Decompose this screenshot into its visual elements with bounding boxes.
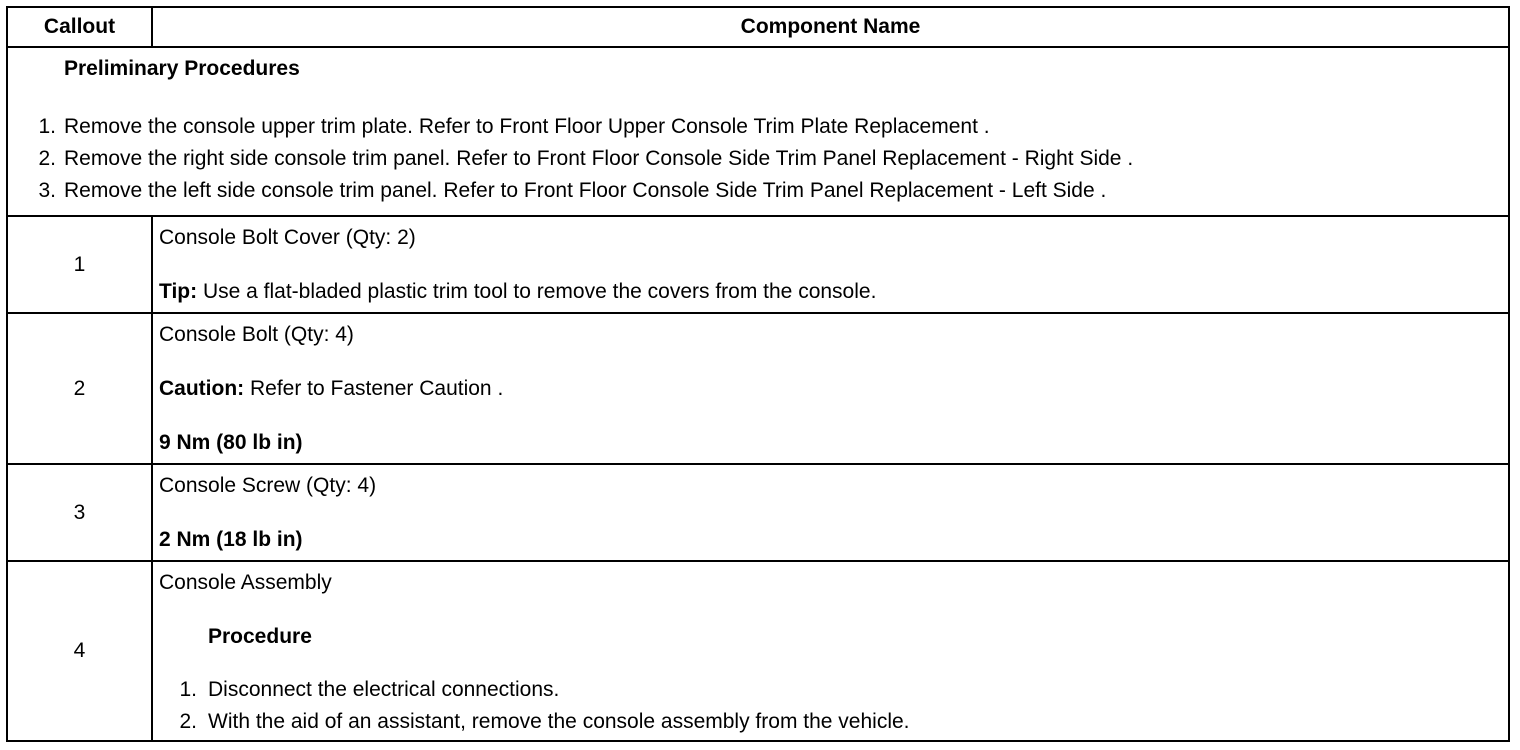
- preliminary-step: [28, 111, 1508, 143]
- component-cell: [152, 464, 1509, 561]
- table-row: [7, 313, 1509, 464]
- preliminary-row: [7, 47, 1509, 216]
- component-cell: [152, 561, 1509, 741]
- table-row: [7, 216, 1509, 313]
- torque-spec: 9 Nm (80 lb in): [159, 431, 303, 454]
- table-row: [7, 464, 1509, 561]
- component-name: Console Bolt (Qty: 4): [159, 323, 354, 346]
- procedure-steps: [159, 674, 1502, 738]
- tip-text: Use a flat-bladed plastic trim tool to remove the covers from the console.: [197, 280, 877, 303]
- header-component-name: Component Name: [152, 7, 1509, 47]
- step-text: Remove the right side console trim panel. Refer to Front Floor Console Side Trim Panel Replacement - Right Side .: [64, 147, 1134, 170]
- component-cell: [152, 313, 1509, 464]
- procedure-heading: Procedure: [208, 625, 312, 648]
- component-name: Console Bolt Cover (Qty: 2): [159, 226, 416, 249]
- step-text: Disconnect the electrical connections.: [208, 678, 560, 701]
- table-header-row: [7, 7, 1509, 47]
- step-number: 2.: [179, 710, 197, 733]
- table-row: [7, 561, 1509, 741]
- tip-note: [159, 280, 1502, 304]
- component-name: Console Assembly: [159, 571, 332, 594]
- step-text: With the aid of an assistant, remove the console assembly from the vehicle.: [208, 710, 910, 733]
- header-callout: Callout: [7, 7, 152, 47]
- preliminary-procedures: [7, 47, 1509, 216]
- callout-cell: 3: [7, 464, 152, 561]
- preliminary-heading: Preliminary Procedures: [64, 57, 300, 80]
- callout-cell: 2: [7, 313, 152, 464]
- tip-label: Tip:: [159, 280, 198, 303]
- callout-cell: 1: [7, 216, 152, 313]
- component-name: Console Screw (Qty: 4): [159, 474, 377, 497]
- torque-spec: 2 Nm (18 lb in): [159, 528, 303, 551]
- step-number: 3.: [38, 179, 56, 202]
- caution-label: Caution:: [159, 377, 245, 400]
- step-number: 1.: [179, 678, 197, 701]
- step-number: 2.: [38, 147, 56, 170]
- callout-cell: 4: [7, 561, 152, 741]
- preliminary-steps: [28, 111, 1508, 207]
- document-page: [6, 6, 1508, 742]
- preliminary-step: [28, 175, 1508, 207]
- caution-note: [159, 377, 1502, 401]
- procedure-step: [159, 706, 1502, 738]
- step-text: Remove the left side console trim panel. Refer to Front Floor Console Side Trim Panel Replacement - Left Side .: [64, 179, 1107, 202]
- component-cell: [152, 216, 1509, 313]
- preliminary-step: [28, 143, 1508, 175]
- caution-text: Refer to Fastener Caution .: [244, 377, 504, 400]
- step-text: Remove the console upper trim plate. Refer to Front Floor Upper Console Trim Plate Replacement .: [64, 115, 990, 138]
- component-table: [6, 6, 1510, 742]
- step-number: 1.: [38, 115, 56, 138]
- procedure-step: [159, 674, 1502, 706]
